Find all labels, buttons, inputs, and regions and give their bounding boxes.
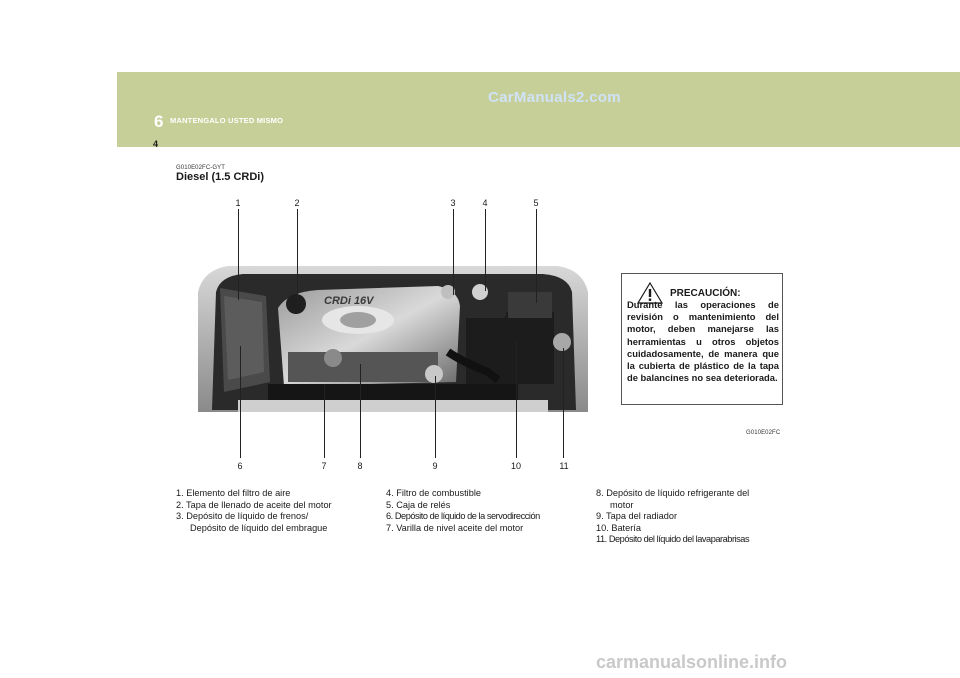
figure-code: G010E02FC — [746, 430, 781, 436]
legend-item-8-cont: motor — [610, 499, 634, 510]
leader-line-2 — [297, 209, 298, 304]
caution-title: PRECAUCIÓN: — [670, 288, 741, 299]
legend-item-11: 11. Depósito del líquido del lavaparabrisas — [596, 534, 750, 544]
chapter-title: MANTENGALO USTED MISMO — [170, 116, 284, 125]
leader-line-11 — [563, 348, 564, 458]
callout-4: 4 — [482, 198, 488, 208]
top-watermark-link[interactable]: CarManuals2.com — [488, 89, 621, 106]
leader-line-4 — [485, 209, 486, 291]
caution-text: Durante las operaciones de revisión o mantenimiento del motor, deben manejarse las herramientas u otros objetos cuidadosamente, de manera que la cubierta de plástico de la tapa de balancines no sea deteriorada. — [627, 299, 779, 384]
callout-7: 7 — [321, 461, 327, 471]
legend-column-2 — [386, 488, 540, 534]
page-tab — [150, 147, 164, 161]
footer-watermark-link[interactable]: carmanualsonline.info — [596, 652, 788, 672]
leader-line-3 — [453, 209, 454, 295]
engine-bay-photo — [198, 262, 588, 412]
chapter-number: 6 — [154, 112, 164, 131]
callout-1: 1 — [235, 198, 241, 208]
callout-6: 6 — [237, 461, 243, 471]
legend-item-10: 10. Batería — [596, 522, 641, 533]
leader-line-9 — [435, 376, 436, 458]
legend-item-3-cont: Depósito de líquido del embrague — [190, 522, 328, 533]
legend-item-8: 8. Depósito de líquido refrigerante del — [596, 488, 750, 498]
leader-line-5 — [536, 209, 537, 303]
leader-line-7 — [324, 384, 325, 458]
legend-item-6: 6. Depósito de líquido de la servodirección — [386, 511, 540, 521]
legend-item-7: 7. Varilla de nivel aceite del motor — [386, 522, 524, 533]
section-code: G010E02FC-GYT — [176, 165, 225, 171]
legend-item-5: 5. Caja de relés — [386, 499, 451, 510]
caution-box — [621, 273, 783, 405]
callout-9: 9 — [432, 461, 438, 471]
leader-line-1 — [238, 209, 239, 300]
callout-11: 11 — [559, 461, 569, 471]
legend-item-1: 1. Elemento del filtro de aire — [176, 488, 291, 498]
legend-item-9: 9. Tapa del radiador — [596, 511, 678, 521]
header-band — [117, 72, 960, 147]
leader-line-10 — [516, 340, 517, 458]
callout-10: 10 — [510, 461, 521, 471]
leader-line-6 — [240, 346, 241, 458]
section-title: Diesel (1.5 CRDi) — [176, 171, 265, 183]
engine-cover-label: CRDi 16V — [324, 295, 374, 307]
callout-2: 2 — [294, 198, 300, 208]
leader-line-8 — [360, 364, 361, 458]
callout-8: 8 — [357, 461, 363, 471]
legend-item-3: 3. Depósito de líquido de frenos/ — [176, 511, 309, 521]
legend-item-2: 2. Tapa de llenado de aceite del motor — [176, 499, 332, 510]
legend-item-4: 4. Filtro de combustible — [386, 488, 481, 498]
callout-5: 5 — [533, 198, 539, 208]
callout-3: 3 — [450, 198, 456, 208]
legend-column-1 — [176, 488, 332, 534]
legend-column-3 — [596, 488, 749, 546]
page-number: 4 — [153, 139, 159, 149]
